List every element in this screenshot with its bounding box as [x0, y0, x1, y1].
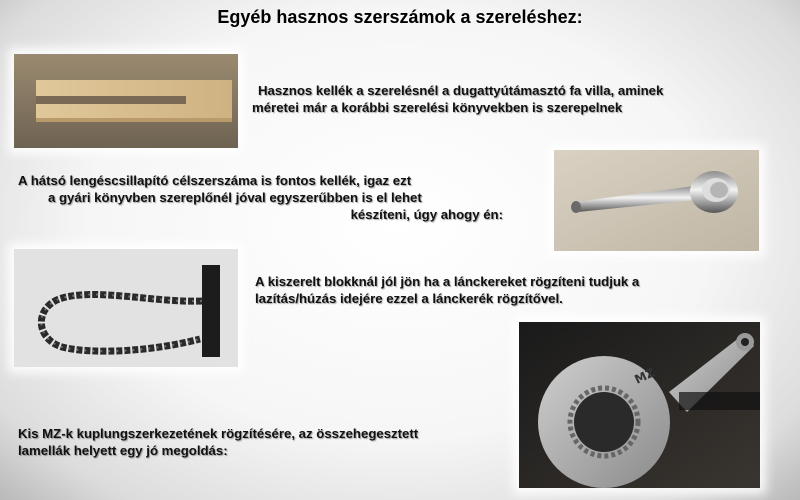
wooden-fork-photo	[14, 54, 238, 148]
section-1-text	[252, 82, 772, 116]
page-title: Egyéb hasznos szerszámok a szereléshez:	[217, 7, 583, 27]
shock-absorber-wrench-photo	[554, 150, 759, 251]
text-line: A hátsó lengéscsillapító célszerszáma is fontos kellék, igaz ezt	[18, 173, 412, 188]
text-line: Kis MZ-k kuplungszerkezetének rögzítésére, az összehegesztett	[18, 426, 419, 441]
chain-holder-photo	[14, 249, 238, 367]
section-4-text	[18, 425, 518, 459]
text-line: Hasznos kellék a szerelésnél a dugattyútámasztó fa villa, aminek	[258, 83, 664, 98]
svg-text:MZ: MZ	[632, 365, 657, 387]
section-2-text	[18, 172, 503, 223]
clutch-holder-photo	[519, 322, 760, 488]
text-line: a gyári könyvben szereplőnél jóval egyszerűbben is el lehet	[48, 190, 422, 205]
text-line: méretei már a korábbi szerelési könyvekben is szerepelnek	[252, 100, 623, 115]
text-line: lamellák helyett egy jó megoldás:	[18, 443, 228, 458]
text-line: készíteni, úgy ahogy én:	[350, 207, 503, 222]
text-line: lazítás/húzás idejére ezzel a lánckerék rögzítővel.	[255, 291, 563, 306]
section-3-text	[255, 273, 775, 307]
text-line: A kiszerelt blokknál jól jön ha a lánckereket rögzíteni tudjuk a	[255, 274, 640, 289]
